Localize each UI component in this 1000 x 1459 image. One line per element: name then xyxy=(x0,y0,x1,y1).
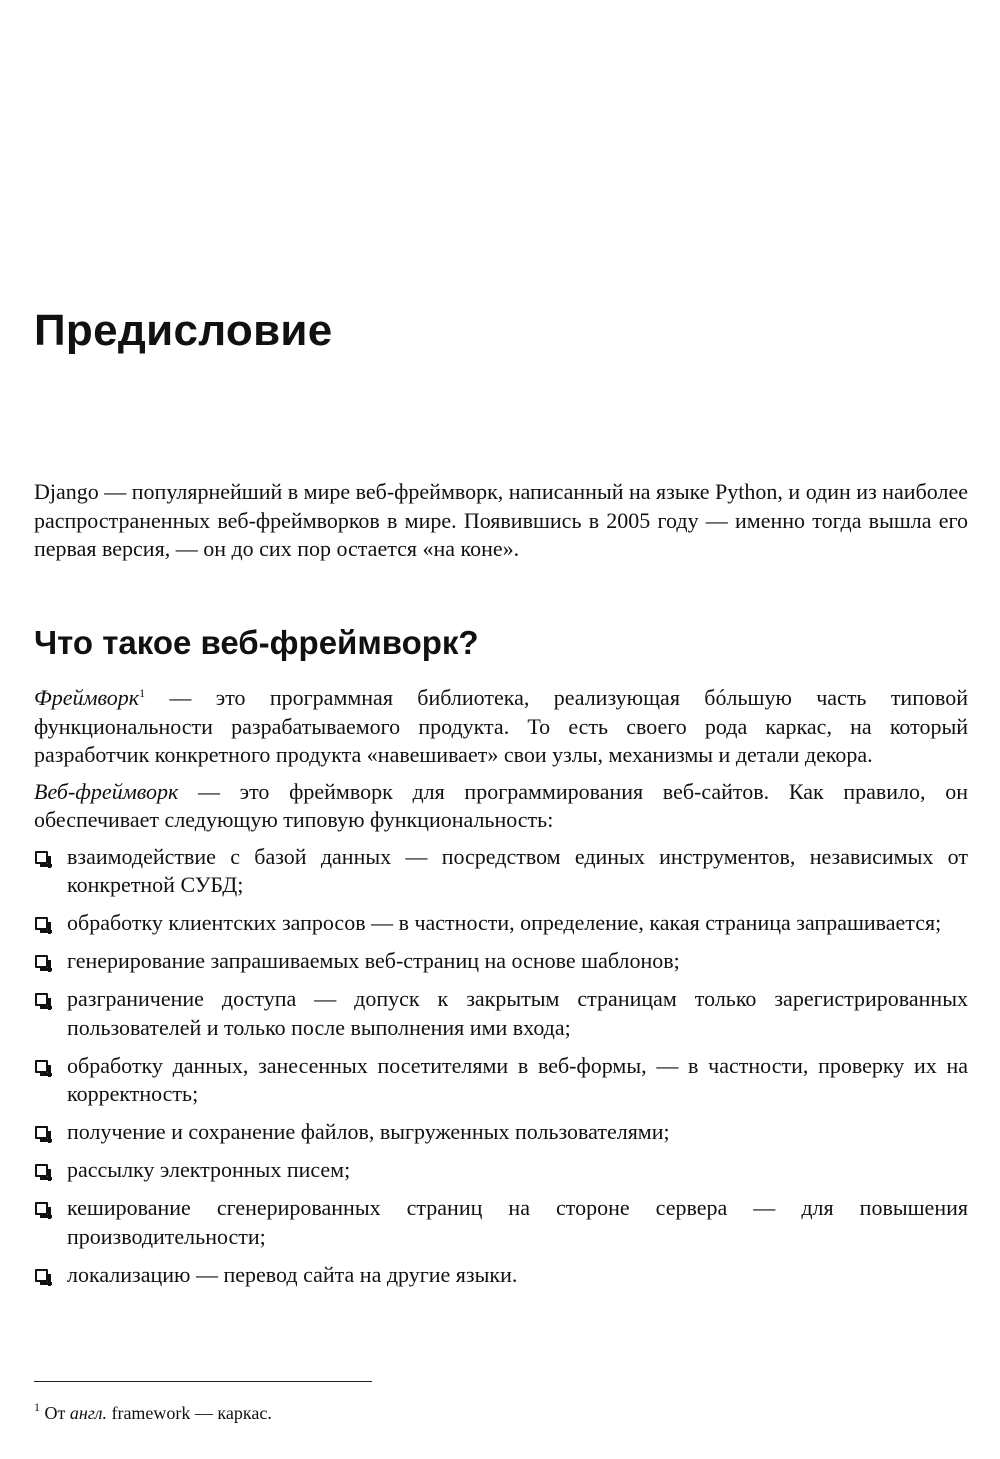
web-framework-definition-paragraph xyxy=(34,778,968,835)
list-item xyxy=(34,1118,968,1147)
intro-block xyxy=(34,478,968,564)
web-framework-term: Веб-фреймворк xyxy=(34,778,179,804)
section-body xyxy=(34,684,968,1299)
list-item-text: получение и сохранение файлов, выгруженных пользователями; xyxy=(67,1119,670,1144)
checkbox-bullet-icon xyxy=(35,917,48,930)
list-item-text: разграничение доступа — допуск к закрытым страницам только зарегистрированных пользователей и только после выполнения ими входа; xyxy=(67,986,968,1040)
list-item-text: кеширование сгенерированных страниц на стороне сервера — для повышения производительности; xyxy=(67,1195,968,1249)
checkbox-bullet-icon xyxy=(35,1126,48,1139)
list-item xyxy=(34,1052,968,1109)
footnote-text: framework — каркас. xyxy=(106,1403,272,1423)
list-item-text: обработку данных, занесенных посетителями в веб-формы, — в частности, проверку их на корректность; xyxy=(67,1052,968,1106)
list-item xyxy=(34,1156,968,1185)
section-title: Что такое веб-фреймворк? xyxy=(34,624,479,661)
framework-definition-paragraph xyxy=(34,684,968,770)
list-item xyxy=(34,985,968,1042)
footnote-abbreviation: англ. xyxy=(69,1403,107,1423)
list-item-text: локализацию — перевод сайта на другие языки. xyxy=(67,1261,518,1287)
footnote-prefix: От xyxy=(40,1403,70,1423)
feature-list xyxy=(34,843,968,1290)
list-item-text: обработку клиентских запросов — в частности, определение, какая страница запрашивается; xyxy=(67,910,942,935)
checkbox-bullet-icon xyxy=(35,1164,48,1177)
footnote-mark: 1 xyxy=(34,1400,40,1414)
list-item xyxy=(34,1194,968,1251)
checkbox-bullet-icon xyxy=(35,955,48,968)
list-item xyxy=(34,1261,968,1290)
footnote-reference[interactable]: 1 xyxy=(139,686,146,700)
framework-term: Фреймворк xyxy=(34,685,140,710)
book-page xyxy=(34,0,968,1459)
framework-definition-text: — это программная библиотека, реализующая бóльшую часть типовой функциональности разрабатываемого продукта. То есть своего рода каркас, на который разработчик конкретного продукта «навешивает» свои узлы, механизмы и детали декора. xyxy=(34,685,968,767)
checkbox-bullet-icon xyxy=(35,851,48,864)
list-item xyxy=(34,909,968,938)
footnote xyxy=(34,1401,272,1425)
list-item xyxy=(34,843,968,900)
checkbox-bullet-icon xyxy=(35,1269,48,1282)
checkbox-bullet-icon xyxy=(35,1202,48,1215)
checkbox-bullet-icon xyxy=(35,1060,48,1073)
footnote-divider xyxy=(34,1381,372,1382)
chapter-title: Предисловие xyxy=(34,306,333,355)
list-item-text: взаимодействие с базой данных — посредством единых инструментов, независимых от конкретной СУБД; xyxy=(67,843,968,897)
intro-paragraph: Django — популярнейший в мире веб-фреймворк, написанный на языке Python, и один из наиболее распространенных веб-фреймворков в мире. Появившись в 2005 году — именно тогда вышла его первая версия, — он до сих пор остается «на коне». xyxy=(34,479,968,561)
list-item xyxy=(34,947,968,976)
checkbox-bullet-icon xyxy=(35,993,48,1006)
web-framework-definition-text: — это фреймворк для программирования веб-сайтов. Как правило, он обеспечивает следующую типовую функциональность: xyxy=(34,778,968,832)
list-item-text: рассылку электронных писем; xyxy=(67,1157,351,1182)
list-item-text: генерирование запрашиваемых веб-страниц на основе шаблонов; xyxy=(67,948,680,973)
